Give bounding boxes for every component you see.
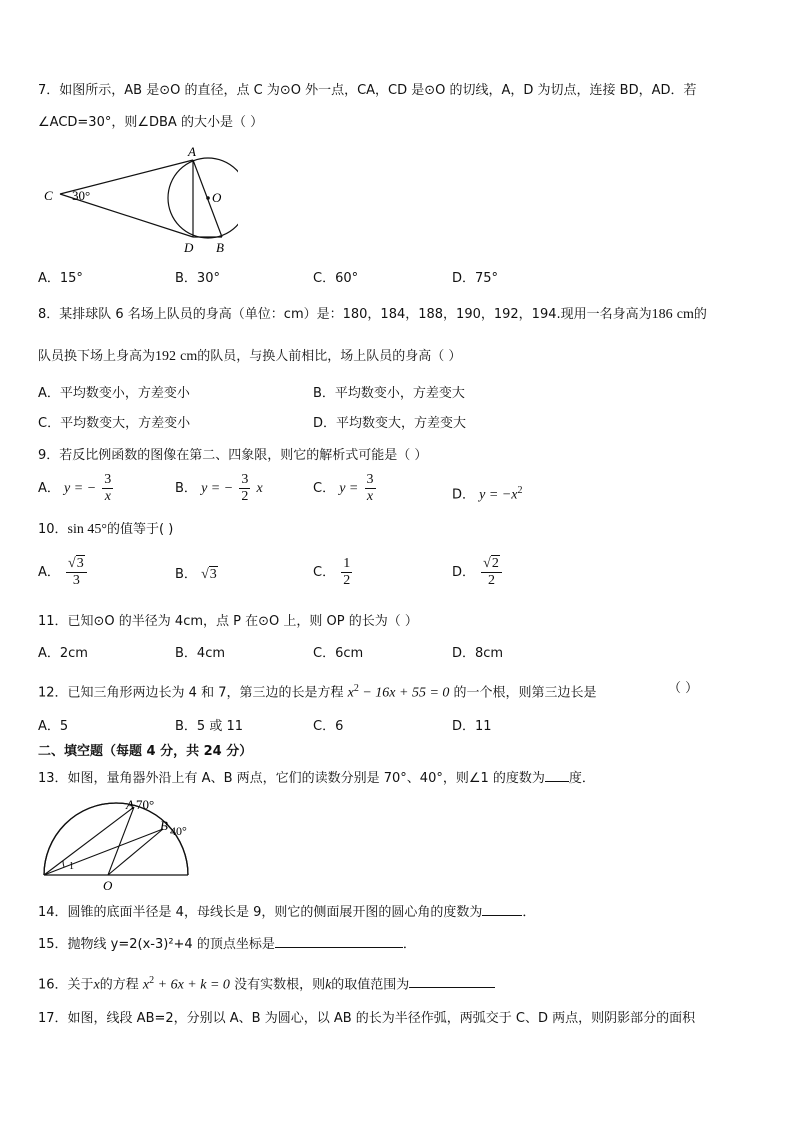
q9-option-d-letter: D．: [452, 487, 476, 503]
q10-option-b-letter: B．: [175, 567, 197, 582]
q9-d-exp: 2: [517, 485, 523, 496]
q12-paren: （ ）: [668, 681, 699, 696]
q10-option-d-letter: D．: [452, 565, 476, 580]
q7-option-c: C．60°: [313, 271, 359, 286]
q15-stem-a: 15．抛物线 y=2(x-3)²+4 的顶点坐标是: [38, 937, 275, 952]
q12-eq-rest: − 16x + 55 = 0: [358, 685, 450, 701]
q10-a-den: 3: [72, 573, 80, 588]
q9-a-num: 3: [104, 472, 112, 487]
q10-option-a: [38, 556, 89, 589]
q8-unit-2: cm: [180, 349, 198, 364]
q8-unit-1: cm: [676, 307, 694, 322]
q9-option-b: [175, 472, 263, 505]
q11-stem: 11．已知⊙O 的半径为 4cm，点 P 在⊙O 上，则 OP 的长为（ ）: [38, 614, 418, 629]
q7-label-a: A: [188, 144, 196, 159]
q11-option-b: B．4cm: [175, 646, 226, 661]
q9-b-fraction: [239, 472, 250, 505]
q13-stem: [38, 770, 595, 788]
q13-label-o: O: [103, 878, 113, 893]
q10-c-fraction: [341, 556, 352, 589]
q8-option-a: A．平均数变小，方差变小: [38, 386, 190, 401]
q14-stem: [38, 904, 535, 922]
q10-a-radicand: 3: [76, 556, 84, 571]
q10-d-radicand: 2: [491, 556, 499, 571]
q14-answer-blank[interactable]: [482, 915, 522, 916]
q9-a-fraction: [102, 472, 113, 505]
q14-stem-b: ．: [522, 905, 536, 920]
q8-stem-line2-text: 队员换下场上身高为: [38, 349, 156, 364]
q9-b-den: 2: [241, 489, 249, 504]
q10-d-den: 2: [488, 573, 495, 588]
q13-read-b: 40°: [170, 824, 187, 838]
q11-option-a: A．2cm: [38, 646, 88, 661]
q13-label-angle-1: 1: [69, 861, 74, 872]
q9-b-tail: x: [256, 481, 263, 496]
q7-circle: [168, 158, 238, 238]
q7-label-o: O: [212, 190, 222, 205]
q10-c-den: 2: [343, 573, 351, 588]
q13-stem-b: 度．: [568, 771, 595, 786]
q13-protractor-figure: [38, 795, 228, 895]
q9-d-expr: y = −x: [479, 487, 518, 503]
q16-stem-c: 没有实数根，则: [234, 977, 326, 993]
q9-c-num: 3: [366, 472, 374, 487]
q12-stem: [38, 680, 597, 702]
q7-center-dot: [206, 196, 210, 200]
q16-stem: [38, 972, 495, 994]
q13-protractor-arc: [44, 803, 188, 875]
q13-protractor-outer: [44, 803, 188, 875]
q16-answer-blank[interactable]: [409, 987, 495, 988]
q9-stem: 9．若反比例函数的图像在第二、四象限，则它的解析式可能是（ ）: [38, 448, 428, 463]
q14-stem-a: 14．圆锥的底面半径是 4，母线长是 9，则它的侧面展开图的圆心角的度数为: [38, 905, 483, 920]
q12-stem-a: 12．已知三角形两边长为 4 和 7，第三边的长是方程: [38, 685, 344, 701]
q10-a-fraction: $\frac{√3}{3}$: [66, 556, 87, 589]
q9-option-b-letter: B．: [175, 481, 197, 496]
q7-stem-line1: 7．如图所示，AB 是⊙O 的直径，点 C 为⊙O 外一点，CA，CD 是⊙O 的切线，A，D 为切点，连接 BD，AD．若: [38, 83, 697, 98]
q9-c-den: x: [366, 489, 374, 504]
q8-option-c: C．平均数变大，方差变小: [38, 416, 191, 431]
q16-stem-b: 的方程: [99, 977, 139, 993]
q9-option-d: [452, 482, 522, 504]
q15-answer-blank[interactable]: [275, 947, 403, 948]
q10-number: 10．: [38, 522, 68, 537]
q9-c-lhs: y =: [339, 481, 359, 496]
q16-stem-a: 16．关于: [38, 977, 94, 993]
q7-angle-label: 30°: [72, 188, 91, 203]
q7-label-b: B: [216, 240, 224, 255]
q9-option-a: [38, 472, 115, 505]
q7-label-d: D: [184, 240, 194, 255]
q12-eq-var: x: [347, 685, 354, 701]
q10-option-a-letter: A．: [38, 565, 60, 580]
q11-option-d: D．8cm: [452, 646, 504, 661]
q7-figure: [38, 142, 238, 258]
q8-stem-line2: [38, 348, 461, 366]
q13-angle-arc: [63, 861, 64, 867]
q9-b-num: 3: [241, 472, 249, 487]
q8-option-d: D．平均数变大，方差变大: [313, 416, 467, 431]
q16-var-k: k: [325, 977, 332, 993]
q12-option-d: D．11: [452, 719, 492, 734]
q10-option-d: [452, 556, 504, 589]
q9-b-lhs: y = −: [201, 481, 234, 496]
q10-expression: sin 45°: [67, 522, 107, 537]
q9-a-lhs: y = −: [64, 481, 97, 496]
q9-option-c-letter: C．: [313, 481, 336, 496]
q7-label-c: C: [44, 188, 53, 203]
q10-stem-tail: 的值等于( ): [106, 522, 174, 537]
q13-label-b: B: [160, 818, 168, 833]
q10-option-b: B． √3: [175, 567, 217, 582]
q12-option-b: B．5 或 11: [175, 719, 243, 734]
q8-stem-line1-end: 的: [693, 307, 707, 322]
q15-stem-b: ．: [402, 937, 416, 952]
q10-d-fraction: $\frac{√2}{2}$: [481, 556, 502, 589]
q13-stem-a: 13．如图，量角器外沿上有 A、B 两点，它们的读数分别是 70°、40°，则∠1 的度数为: [38, 771, 545, 786]
q10-b-radicand: 3: [209, 567, 217, 582]
q8-stem-line1: [38, 306, 707, 324]
q12-option-c: C．6: [313, 719, 344, 734]
q13-line-left-to-b: [44, 829, 163, 875]
q7-option-d: D．75°: [452, 271, 499, 286]
q8-stem-line2-tail: 的队员，与换人前相比，场上队员的身高（ ）: [197, 349, 462, 364]
q7-option-a: A．15°: [38, 271, 83, 286]
q13-read-a: 70°: [136, 797, 155, 812]
q7-stem-line2: ∠ACD=30°，则∠DBA 的大小是（ ）: [38, 115, 264, 130]
q12-option-a: A．5: [38, 719, 69, 734]
q16-eq-var: x: [142, 977, 150, 993]
q16-var-x: x: [93, 977, 100, 993]
q12-stem-b: 的一个根，则第三边长是: [453, 685, 597, 701]
q9-option-c: [313, 472, 378, 505]
q7-option-b: B．30°: [175, 271, 220, 286]
q8-option-b: B．平均数变小，方差变大: [313, 386, 465, 401]
q10-stem: [38, 521, 173, 539]
q16-eq-exp: 2: [149, 975, 155, 986]
q8-height-192: 192: [155, 349, 177, 364]
q10-option-c: [313, 556, 354, 589]
q9-a-den: x: [104, 489, 111, 504]
section-2-heading: 二、填空题（每题 4 分，共 24 分）: [38, 744, 253, 759]
q15-stem: [38, 936, 416, 954]
q16-eq-rest: + 6x + k = 0: [154, 977, 230, 993]
q8-stem-line1-text: 8．某排球队 6 名场上队员的身高（单位：cm）是：180，184，188，190，192，194.现用一名身高为: [38, 307, 652, 322]
q11-option-c: C．6cm: [313, 646, 364, 661]
q13-answer-blank[interactable]: [545, 781, 569, 782]
q13-label-a: A: [126, 797, 134, 812]
q12-eq-exp: 2: [353, 683, 359, 694]
q10-c-num: 1: [343, 556, 351, 571]
q8-height-186: 186: [651, 307, 673, 322]
q9-c-fraction: [365, 472, 376, 505]
q17-stem: 17．如图，线段 AB=2，分别以 A、B 为圆心，以 AB 的长为半径作弧，两弧交于 C、D 两点，则阴影部分的面积: [38, 1011, 696, 1026]
q9-option-a-letter: A．: [38, 481, 60, 496]
q10-option-c-letter: C．: [313, 565, 336, 580]
q16-stem-d: 的取值范围为: [331, 977, 410, 993]
